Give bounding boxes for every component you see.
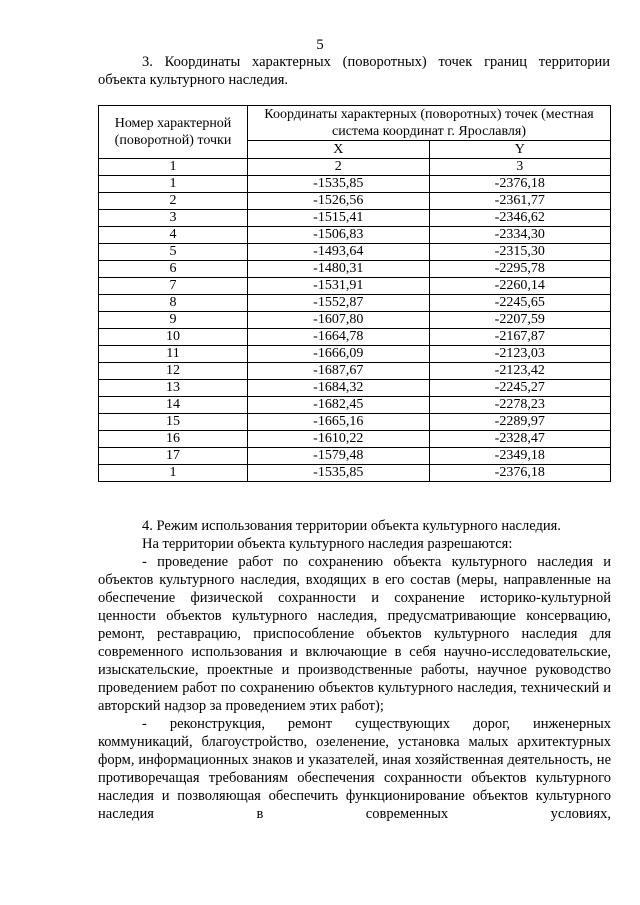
section-4-heading: 4. Режим использования территории объекта культурного наследия. [142,518,561,534]
x-coordinate-cell: -1493,64 [248,244,430,261]
x-coordinate-cell: -1535,85 [248,465,430,482]
point-number-cell: 2 [99,193,248,210]
table-row [99,278,611,295]
point-number-cell: 1 [99,465,248,482]
point-number-cell: 8 [99,295,248,312]
x-coordinate-cell: -1506,83 [248,227,430,244]
table-row [99,397,611,414]
allowed-item-1: - проведение работ по сохранению объекта культурного наследия и объектов культурного наследия, входящих в его состав (меры, направленные на обеспечение физической сохранности и сохранение историко-культурной ценности объектов культурного наследия, предусматривающие консервацию, ремонт, реставрацию, приспособление объектов культурного наследия для современного использования и включающие в себя научно-исследовательские, изыскательские, проектные и производственные работы, научное руководство проведением работ по сохранению объектов культурного наследия, технический и авторский надзор за проведением этих работ); [98,554,611,714]
header-x: X [248,141,430,159]
section-3-heading: 3. Координаты характерных (поворотных) точек границ территории объекта культурного наследия. [98,54,610,88]
section-4-body [98,517,611,823]
y-coordinate-cell: -2328,47 [429,431,611,448]
y-coordinate-cell: -2346,62 [429,210,611,227]
point-number-cell: 13 [99,380,248,397]
y-coordinate-cell: -2245,27 [429,380,611,397]
y-coordinate-cell: -2167,87 [429,329,611,346]
y-coordinate-cell: -2376,18 [429,176,611,193]
table-row [99,295,611,312]
point-number-cell: 1 [99,176,248,193]
y-coordinate-cell: -2349,18 [429,448,611,465]
header-y: Y [429,141,611,159]
y-coordinate-cell: -2260,14 [429,278,611,295]
point-number-cell: 10 [99,329,248,346]
table-row [99,176,611,193]
point-number-cell: 17 [99,448,248,465]
column-number-2: 2 [248,159,430,176]
table-row [99,227,611,244]
x-coordinate-cell: -1531,91 [248,278,430,295]
column-number-3: 3 [429,159,611,176]
x-coordinate-cell: -1579,48 [248,448,430,465]
table-row [99,363,611,380]
allowed-item-2: - реконструкция, ремонт существующих дорог, инженерных коммуникаций, благоустройство, озеленение, установка малых архитектурных форм, информационных знаков и указателей, иная хозяйственная деятельность, не противоречащая требованиям обеспечения сохранности объектов культурного наследия и позволяющая обеспечить функционирование объектов культурного наследия в современных условиях, [98,716,611,822]
header-point-number: Номер характерной (поворотной) точки [99,106,248,159]
column-number-1: 1 [99,159,248,176]
table-row [99,244,611,261]
y-coordinate-cell: -2295,78 [429,261,611,278]
table-row [99,329,611,346]
point-number-cell: 3 [99,210,248,227]
y-coordinate-cell: -2123,03 [429,346,611,363]
y-coordinate-cell: -2361,77 [429,193,611,210]
table-row [99,448,611,465]
point-number-cell: 6 [99,261,248,278]
y-coordinate-cell: -2123,42 [429,363,611,380]
x-coordinate-cell: -1552,87 [248,295,430,312]
page-number: 5 [316,37,324,53]
y-coordinate-cell: -2315,30 [429,244,611,261]
table-row [99,261,611,278]
point-number-cell: 16 [99,431,248,448]
x-coordinate-cell: -1610,22 [248,431,430,448]
header-coordinates: Координаты характерных (поворотных) точек (местная система координат г. Ярославля) [248,106,611,141]
coordinates-table [98,105,611,482]
x-coordinate-cell: -1480,31 [248,261,430,278]
x-coordinate-cell: -1665,16 [248,414,430,431]
table-row [99,465,611,482]
x-coordinate-cell: -1535,85 [248,176,430,193]
point-number-cell: 12 [99,363,248,380]
x-coordinate-cell: -1526,56 [248,193,430,210]
table-row [99,414,611,431]
x-coordinate-cell: -1687,67 [248,363,430,380]
table-row [99,380,611,397]
point-number-cell: 5 [99,244,248,261]
table-row [99,431,611,448]
point-number-cell: 14 [99,397,248,414]
y-coordinate-cell: -2289,97 [429,414,611,431]
point-number-cell: 4 [99,227,248,244]
table-row [99,346,611,363]
point-number-cell: 7 [99,278,248,295]
y-coordinate-cell: -2278,23 [429,397,611,414]
table-row [99,210,611,227]
table-row [99,312,611,329]
x-coordinate-cell: -1682,45 [248,397,430,414]
x-coordinate-cell: -1607,80 [248,312,430,329]
point-number-cell: 15 [99,414,248,431]
y-coordinate-cell: -2207,59 [429,312,611,329]
x-coordinate-cell: -1515,41 [248,210,430,227]
x-coordinate-cell: -1684,32 [248,380,430,397]
x-coordinate-cell: -1666,09 [248,346,430,363]
y-coordinate-cell: -2334,30 [429,227,611,244]
section-4-intro: На территории объекта культурного наследия разрешаются: [142,536,513,552]
point-number-cell: 9 [99,312,248,329]
y-coordinate-cell: -2245,65 [429,295,611,312]
x-coordinate-cell: -1664,78 [248,329,430,346]
point-number-cell: 11 [99,346,248,363]
y-coordinate-cell: -2376,18 [429,465,611,482]
table-row [99,193,611,210]
